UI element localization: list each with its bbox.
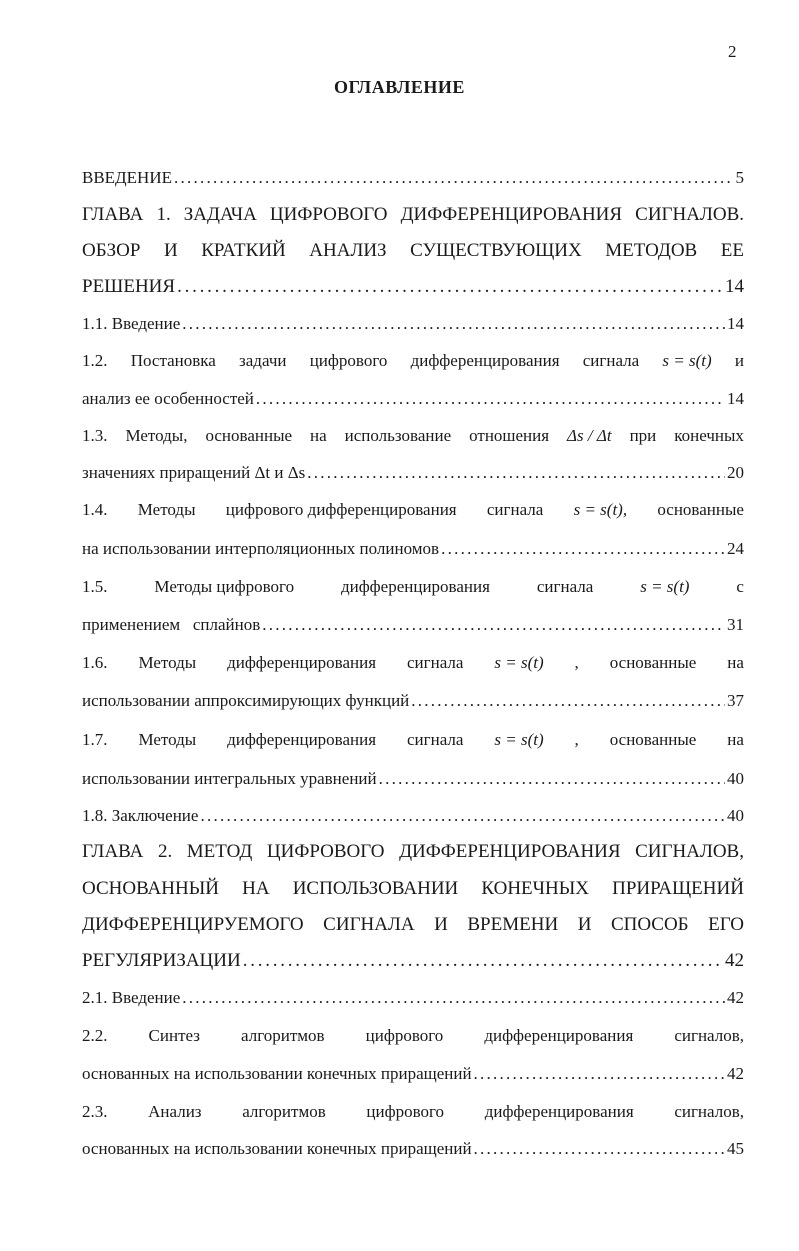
word: основанные [657,500,744,519]
word: Методы [138,653,197,672]
page-number: 2 [728,42,737,61]
toc-entry-title: основанных на использовании конечных приращений [82,1064,472,1083]
word: ОБЗОР [82,240,141,261]
word: цифрового дифференцирования [225,500,457,519]
toc-entry-1-8 [82,806,744,826]
word: цифрового [365,1026,444,1045]
word: цифрового [309,351,388,370]
word: ДИФФЕРЕНЦИРУЕМОГО [82,914,304,935]
word: , [574,653,579,672]
toc-entry-title: значениях приращений Δt и Δs [82,463,306,482]
word: СИГНАЛОВ, [635,841,744,862]
word: ГЛАВА [82,204,144,225]
toc-page-number: 42 [725,950,744,971]
word: ЗАДАЧА [183,204,257,225]
toc-entry-title: ВВЕДЕНИЕ [82,168,172,187]
word: И [163,240,178,261]
word: основанные [205,426,293,445]
dot-leader [307,463,725,483]
toc-entry-title: анализ ее особенностей [82,389,254,408]
dot-leader [177,276,723,298]
toc-entry-title: основанных на использовании конечных приращений [82,1139,472,1158]
word: дифференцирования [341,577,490,596]
toc-page-number: 24 [727,539,744,558]
toc-chapter2-line2 [82,878,744,900]
word: дифференцирования [484,1026,634,1045]
word: 1.6. [82,653,108,672]
word: 1.5. [82,577,108,596]
word: ДИФФЕРЕНЦИРОВАНИЯ [400,204,623,225]
toc-page-number: 40 [727,806,744,825]
dot-leader [256,389,725,409]
toc-entry-2-1 [82,988,744,1008]
word: ИСПОЛЬЗОВАНИИ [292,878,459,899]
toc-page-number: 20 [727,463,744,482]
word: отношения [469,426,550,445]
toc-chapter2-line4 [82,950,744,972]
word: ЦИФРОВОГО [269,204,388,225]
toc-entry-1-4-line2 [82,539,744,559]
toc-page-number: 14 [727,314,744,333]
toc-chapter2-line3 [82,914,744,936]
word: Методы цифрового [154,577,295,596]
word: ЦИФРОВОГО [266,841,385,862]
toc-page-number: 42 [727,1064,744,1083]
toc-entry-title: 1.8. Заключение [82,806,199,825]
formula: s = s(t), [573,500,628,519]
toc-entry-intro [82,168,744,188]
word: 1.7. [82,730,108,749]
word: ОСНОВАННЫЙ [82,878,219,899]
word: цифрового [366,1102,445,1121]
word: сигналов, [674,1102,744,1121]
dot-leader [441,539,725,559]
word: СУЩЕСТВУЮЩИХ [410,240,582,261]
toc-entry-1-3-line2 [82,463,744,483]
dot-leader [182,988,725,1008]
word: СПОСОБ [610,914,689,935]
word: алгоритмов [242,1102,326,1121]
word: Методы [137,500,196,519]
word: сигнала [582,351,640,370]
toc-entry-1-4-line1 [82,500,744,520]
dot-leader [200,806,725,826]
word: дифференцирования [227,730,377,749]
word: НА [242,878,270,899]
word: основанные [609,730,697,749]
dot-leader [411,691,725,711]
dot-leader [379,769,725,789]
word: 2.3. [82,1102,108,1121]
dot-leader [182,314,725,334]
word: на [310,426,327,445]
word: с [736,577,744,596]
toc-chapter1-line2 [82,240,744,262]
word: конечных [674,426,744,445]
dot-leader [262,615,725,635]
word: при [629,426,657,445]
word: сигнала [486,500,544,519]
toc-entry-title: 1.1. Введение [82,314,181,333]
toc-entry-title: РЕГУЛЯРИЗАЦИИ [82,950,241,971]
word: Методы, [125,426,188,445]
toc-chapter1-line3 [82,276,744,298]
toc-entry-1-2-line1 [82,351,744,371]
toc-entry-1-5-line1 [82,577,744,597]
formula: s = s(t) [494,730,544,749]
toc-chapter2-line1 [82,841,744,863]
toc-entry-2-2-line1 [82,1026,744,1046]
word: Постановка [130,351,216,370]
toc-chapter1-line1 [82,204,744,226]
formula: s = s(t) [494,653,544,672]
word: СИГНАЛА [323,914,415,935]
word: Анализ [148,1102,202,1121]
word: И [577,914,592,935]
word: МЕТОДОВ [605,240,698,261]
toc-entry-1-6-line1 [82,653,744,673]
toc-entry-title: использовании аппроксимирующих функций [82,691,410,710]
toc-entry-title: РЕШЕНИЯ [82,276,176,297]
formula: Δs / Δt [567,426,612,445]
word: 2.2. [82,1026,108,1045]
toc-entry-2-3-line1 [82,1102,744,1122]
toc-page-number: 45 [727,1139,744,1158]
word: МЕТОД [186,841,253,862]
toc-entry-1-1 [82,314,744,334]
word: КРАТКИЙ [201,240,286,261]
word: , [574,730,579,749]
word: основанные [609,653,697,672]
toc-page-number: 42 [727,988,744,1007]
toc-page-number: 37 [727,691,744,710]
word: ВРЕМЕНИ [467,914,559,935]
word: 1.2. [82,351,108,370]
toc-entry-title: на использовании интерполяционных полиномов [82,539,440,558]
word: КОНЕЧНЫХ [481,878,590,899]
word: сигнала [406,730,464,749]
dot-leader [474,1064,725,1084]
word: ДИФФЕРЕНЦИРОВАНИЯ [399,841,621,862]
word: на [727,653,744,672]
dot-leader [474,1139,725,1159]
word: и [734,351,744,370]
word: использование [344,426,452,445]
toc-entry-title: применением сплайнов [82,615,261,634]
word: ЕГО [708,914,744,935]
toc-entry-1-5-line2 [82,615,744,635]
word: задачи [239,351,287,370]
toc-entry-title: использовании интегральных уравнений [82,769,377,788]
toc-page-number: 31 [727,615,744,634]
word: АНАЛИЗ [309,240,387,261]
word: И [434,914,448,935]
word: дифференцирования [484,1102,634,1121]
toc-entry-2-3-line2 [82,1139,744,1159]
dot-leader [243,950,723,972]
word: 1.4. [82,500,108,519]
word: ПРИРАЩЕНИЙ [612,878,744,899]
toc-entry-2-2-line2 [82,1064,744,1084]
word: дифференцирования [410,351,560,370]
word: Методы [138,730,197,749]
word: дифференцирования [227,653,377,672]
word: сигнала [406,653,464,672]
formula: s = s(t) [662,351,712,370]
dot-leader [174,168,734,188]
word: на [727,730,744,749]
word: 1.3. [82,426,108,445]
word: алгоритмов [241,1026,325,1045]
page-title: ОГЛАВЛЕНИЕ [334,77,465,97]
word: 2. [157,841,173,862]
toc-page-number: 14 [725,276,744,297]
toc-entry-1-3-line1 [82,426,744,446]
toc-page-number: 5 [735,168,744,187]
word: СИГНАЛОВ. [635,204,744,225]
formula: s = s(t) [640,577,690,596]
toc-entry-1-7-line2 [82,769,744,789]
toc-page-number: 40 [727,769,744,788]
toc-page-number: 14 [727,389,744,408]
toc-entry-title: 2.1. Введение [82,988,181,1007]
toc-entry-1-7-line1 [82,730,744,750]
toc-entry-1-6-line2 [82,691,744,711]
word: ЕЕ [720,240,744,261]
word: сигнала [536,577,594,596]
toc-entry-1-2-line2 [82,389,744,409]
word: ГЛАВА [82,841,144,862]
word: сигналов, [674,1026,744,1045]
word: 1. [156,204,171,225]
word: Синтез [148,1026,200,1045]
